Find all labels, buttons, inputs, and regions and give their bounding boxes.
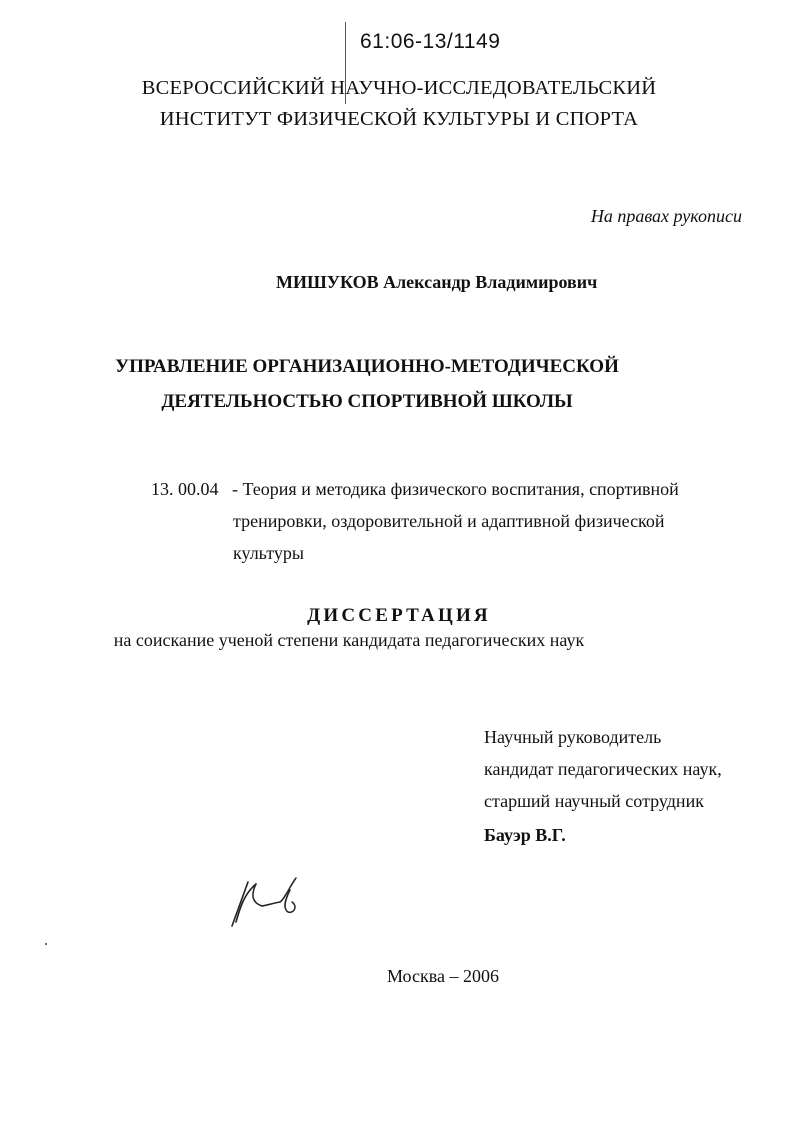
supervisor-degree: кандидат педагогических наук, xyxy=(484,759,722,779)
supervisor-role: Научный руководитель xyxy=(484,727,662,747)
archive-stamp-code: 61:06-13/1149 xyxy=(360,30,501,53)
specialty-description-line-3: культуры xyxy=(233,543,304,563)
document-type-heading: ДИССЕРТАЦИЯ xyxy=(307,605,491,626)
dissertation-title-line-2: ДЕЯТЕЛЬНОСТЬЮ СПОРТИВНОЙ ШКОЛЫ xyxy=(161,391,573,412)
handwritten-signature xyxy=(226,872,316,932)
institute-name-line-2: ИНСТИТУТ ФИЗИЧЕСКОЙ КУЛЬТУРЫ И СПОРТА xyxy=(159,108,639,130)
institute-name-line-1: ВСЕРОССИЙСКИЙ НАУЧНО-ИССЛЕДОВАТЕЛЬСКИЙ xyxy=(141,77,657,99)
specialty-description-line-2: тренировки, оздоровительной и адаптивной физической xyxy=(233,511,665,531)
place-and-year: Москва – 2006 xyxy=(387,966,499,986)
supervisor-name: Бауэр В.Г. xyxy=(484,825,566,845)
dissertation-title-line-1: УПРАВЛЕНИЕ ОРГАНИЗАЦИОННО-МЕТОДИЧЕСКОЙ xyxy=(115,356,619,377)
author-given-names: Александр Владимирович xyxy=(383,272,598,292)
specialty-code: 13. 00.04 xyxy=(151,479,219,499)
author-surname: МИШУКОВ xyxy=(276,272,379,292)
supervisor-position: старший научный сотрудник xyxy=(484,791,704,811)
author-name xyxy=(276,272,597,293)
specialty-description-line-1: - Теория и методика физического воспитания, спортивной xyxy=(232,479,679,499)
degree-statement: на соискание ученой степени кандидата педагогических наук xyxy=(113,630,585,650)
scan-speck xyxy=(45,943,47,945)
manuscript-rights-note: На правах рукописи xyxy=(590,206,742,226)
